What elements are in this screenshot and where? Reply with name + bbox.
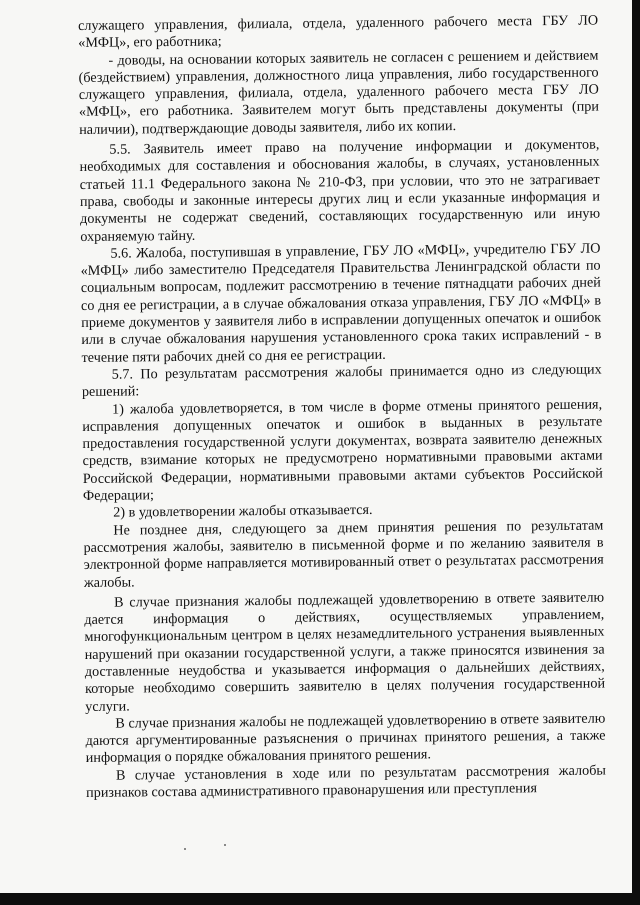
paragraph-decision-1: 1) жалоба удовлетворяется, в том числе в форме отмены принятого решения, исправления допущенных опечаток и ошибок в выданных в результате предоставления государственной услуги документах, возврата заявителю денежных средств, взимание которых не предусмотрено нормативными правовыми актами Российской Федерации, нормативными правовыми актами субъектов Российской Федерации; bbox=[82, 396, 603, 504]
paragraph-5-7: 5.7. По результатам рассмотрения жалобы принимается одно из следующих решений: bbox=[81, 361, 602, 401]
paragraph-5-5: 5.5. Заявитель имеет право на получение информации и документов, необходимых для составления и обоснования жалобы, в случаях, установленных статьей 11.1 Федерального закона № 210-ФЗ, при условии, что это не затрагивает права, свободы и законные интересы других лиц и если указанные информация и документы не содержат сведений, составляющих государственную или иную охраняемую тайну. bbox=[79, 136, 601, 245]
paragraph-continuation: служащего управления, филиала, отдела, удаленного рабочего места ГБУ ЛО «МФЦ», его работника; bbox=[78, 12, 599, 52]
scan-speck bbox=[224, 844, 226, 846]
paragraph-not-satisfied: В случае признания жалобы не подлежащей удовлетворению в ответе заявителю даются аргументированные разъяснения о причинах принятого решения, а также информация о порядке обжалования принятого решения. bbox=[85, 710, 606, 767]
paragraph-response-deadline: Не позднее дня, следующего за днем принятия решения по результатам рассмотрения жалобы, заявителю в письменной форме и по желанию заявителя в электронной форме направляется мотивированный ответ о результатах рассмотрения жалобы. bbox=[83, 517, 604, 591]
paragraph-decision-2: 2) в удовлетворении жалобы отказывается. bbox=[113, 502, 373, 521]
paragraph-5-6: 5.6. Жалоба, поступившая в управление, ГБУ ЛО «МФЦ», учредителю ГБУ ЛО «МФЦ» либо заместителю Председателя Правительства Ленинградской области по социальным вопросам, подлежит рассмотрению в течение пятнадцати рабочих дней со дня ее регистрации, а в случае обжалования отказа управления, ГБУ ЛО «МФЦ» в приеме документов у заявителя либо в исправлении допущенных опечаток и ошибок или в случае обжалования нарушения установленного срока таких исправлений - в течение пяти рабочих дней со дня ее регистрации. bbox=[80, 240, 602, 366]
document-body bbox=[78, 13, 606, 803]
paragraph-satisfied: В случае признания жалобы подлежащей удовлетворению в ответе заявителю дается информация о действиях, осуществляемых управлением, многофункциональным центром в целях незамедлительного устранения выявленных нарушений при оказании государственной услуги, а также приносятся извинения за доставленные неудобства и указывается информация о дальнейших действиях, которые необходимо совершить заявителю в целях получения государственной услуги. bbox=[84, 589, 606, 715]
paragraph-arguments: - доводы, на основании которых заявитель не согласен с решением и действием (бездействием) управления, должностного лица управления, либо государственного служащего управления, филиала, отдела, удаленного рабочего места ГБУ ЛО «МФЦ», его работника. Заявителем могут быть представлены документы (при наличии), подтверждающие доводы заявителя, либо их копии. bbox=[78, 47, 600, 138]
scan-specks bbox=[180, 842, 260, 854]
paragraph-violation: В случае установления в ходе или по результатам рассмотрения жалобы признаков состава административного правонарушения или преступления bbox=[86, 762, 606, 802]
scan-speck bbox=[184, 848, 186, 850]
